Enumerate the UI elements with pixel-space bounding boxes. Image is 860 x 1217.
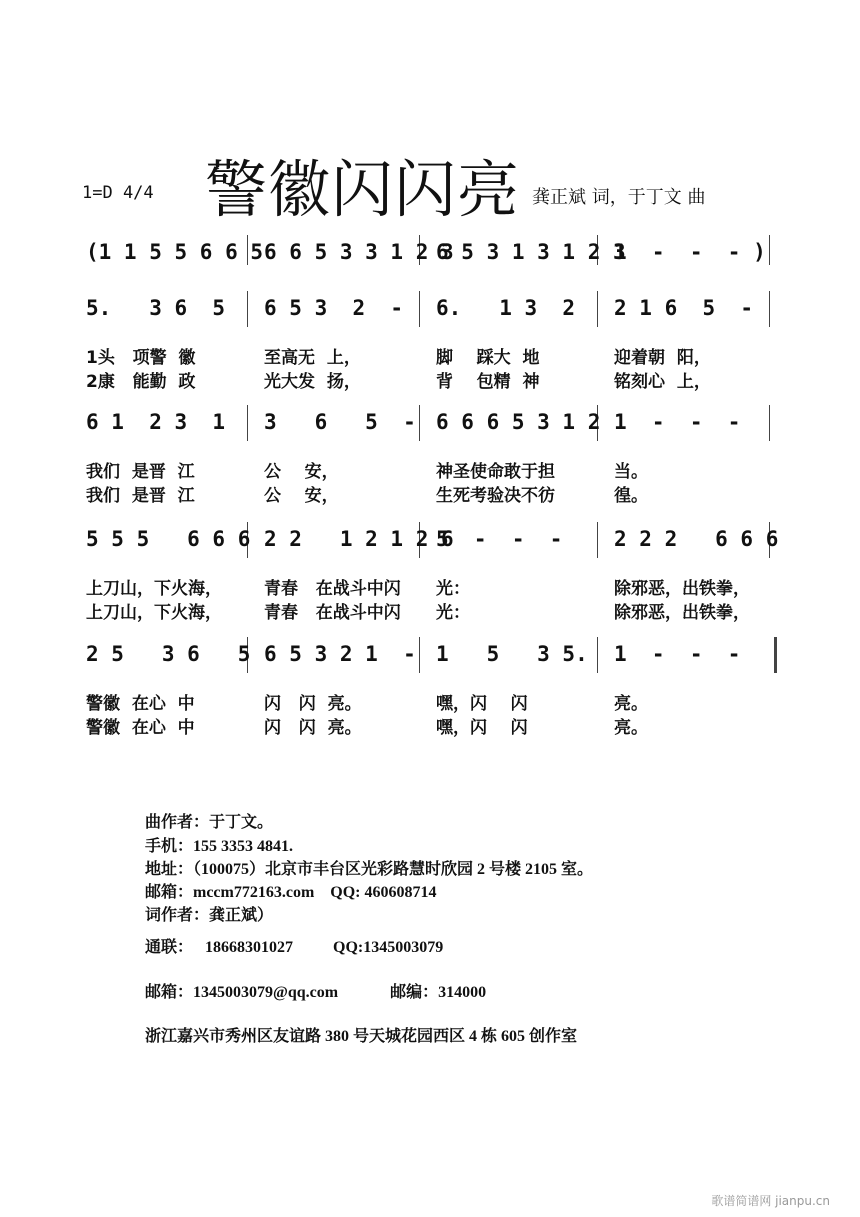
lyric-verse-1: 除邪恶，出铁拳，	[614, 579, 750, 599]
bar-line	[419, 637, 420, 673]
lyric-verse-2: 警徽 在心 中	[86, 718, 195, 738]
bar-line	[419, 405, 420, 441]
author-credit: 龚正斌 词，于丁文 曲	[532, 187, 706, 208]
measure-notes: 5 - - -	[436, 527, 563, 551]
measure-notes: 6 5 3 2 -	[264, 296, 404, 320]
lyric-verse-1: 公 安，	[264, 462, 339, 482]
lyric-verse-1: 闪 闪 亮。	[264, 694, 362, 714]
lyric-verse-2: 上刀山，下火海，	[86, 603, 222, 623]
key-signature: 1=D 4/4	[82, 183, 154, 203]
lyric-verse-2: 2康 能勤 政	[86, 372, 196, 392]
lyric-verse-2: 生死考验决不彷	[436, 486, 555, 506]
lyric-verse-1: 上刀山，下火海，	[86, 579, 222, 599]
lyric-verse-2: 光大发 扬，	[264, 372, 361, 392]
bar-line	[597, 522, 598, 558]
bar-line	[597, 637, 598, 673]
measure-notes: 2 2 1 2 1 2 6	[264, 527, 454, 551]
lyric-verse-2: 除邪恶，出铁拳，	[614, 603, 750, 623]
email2-line: 邮箱：1345003079@qq.com 邮编：314000	[145, 984, 487, 1001]
measure-notes: 1 - - -	[614, 642, 741, 666]
measure-notes: 6 6 5 3 3 1 2 3	[264, 240, 454, 264]
song-title: 警徽闪闪亮	[205, 153, 521, 226]
lyric-verse-2: 青春 在战斗中闪	[264, 603, 401, 623]
lyric-verse-1: 神圣使命敢于担	[436, 462, 555, 482]
lyric-verse-1: 青春 在战斗中闪	[264, 579, 401, 599]
lyric-verse-2: 嘿，闪 闪	[436, 718, 528, 738]
email-line: 邮箱：mccm772163.com QQ: 460608714	[145, 884, 437, 901]
measure-notes: 6. 1 3 2	[436, 296, 576, 320]
address-line: 地址：（100075）北京市丰台区光彩路慧时欣园 2 号楼 2105 室。	[145, 861, 594, 878]
lyric-verse-1: 亮。	[614, 694, 648, 714]
lyric-verse-1: 脚 踩大 地	[436, 348, 540, 368]
lyric-verse-2: 光：	[436, 603, 470, 623]
measure-notes: 6 5 3 1 3 1 2 3	[436, 240, 626, 264]
lyric-verse-2: 闪 闪 亮。	[264, 718, 362, 738]
lyric-verse-1: 当。	[614, 462, 648, 482]
bar-line	[419, 291, 420, 327]
measure-notes: 3 6 5 -	[264, 410, 416, 434]
measure-notes: 1 - - -	[614, 410, 741, 434]
measure-notes: (1 1 5 5 6 6 5	[86, 240, 264, 264]
phone-line: 手机：155 3353 4841.	[145, 838, 294, 855]
bar-line	[247, 291, 248, 327]
tel-line: 通联： 18668301027 QQ:1345003079	[145, 939, 444, 956]
lyric-verse-1: 警徽 在心 中	[86, 694, 195, 714]
bar-line	[769, 405, 770, 441]
lyric-verse-2: 铭刻心 上，	[614, 372, 711, 392]
measure-notes: 2 1 6 5 -	[614, 296, 754, 320]
lyric-verse-2: 背 包精 神	[436, 372, 540, 392]
measure-notes: 6 1 2 3 1	[86, 410, 226, 434]
lyric-verse-1: 嘿，闪 闪	[436, 694, 528, 714]
measure-notes: 1 5 3 5.	[436, 642, 588, 666]
lyric-verse-1: 至高无 上，	[264, 348, 361, 368]
lyric-verse-1: 我们 是晋 江	[86, 462, 195, 482]
lyric-verse-2: 徨。	[614, 486, 648, 506]
measure-notes: 5. 3 6 5	[86, 296, 226, 320]
measure-notes: 5 5 5 6 6 6	[86, 527, 251, 551]
bar-line	[769, 235, 770, 265]
bar-line	[597, 291, 598, 327]
bar-line	[774, 637, 777, 673]
measure-notes: 2 5 3 6 5	[86, 642, 251, 666]
lyric-verse-1: 迎着朝 阳，	[614, 348, 711, 368]
measure-notes: 2 2 2 6 6 6	[614, 527, 779, 551]
bar-line	[247, 405, 248, 441]
lyric-verse-2: 公 安，	[264, 486, 339, 506]
measure-notes: 1 - - - )	[614, 240, 766, 264]
watermark: 歌谱简谱网 jianpu.cn	[711, 1194, 830, 1208]
lyric-verse-1: 光：	[436, 579, 470, 599]
lyric-verse-2: 亮。	[614, 718, 648, 738]
measure-notes: 6 5 3 2 1 -	[264, 642, 416, 666]
lyric-verse-1: 1头 项警 徽	[86, 348, 196, 368]
lyricist-line: 词作者：龚正斌）	[145, 907, 274, 924]
bar-line	[769, 291, 770, 327]
address2-line: 浙江嘉兴市秀州区友谊路 380 号天城花园西区 4 栋 605 创作室	[145, 1028, 578, 1045]
measure-notes: 6 6 6 5 3 1 2	[436, 410, 601, 434]
composer-line: 曲作者：于丁文。	[145, 814, 274, 831]
lyric-verse-2: 我们 是晋 江	[86, 486, 195, 506]
